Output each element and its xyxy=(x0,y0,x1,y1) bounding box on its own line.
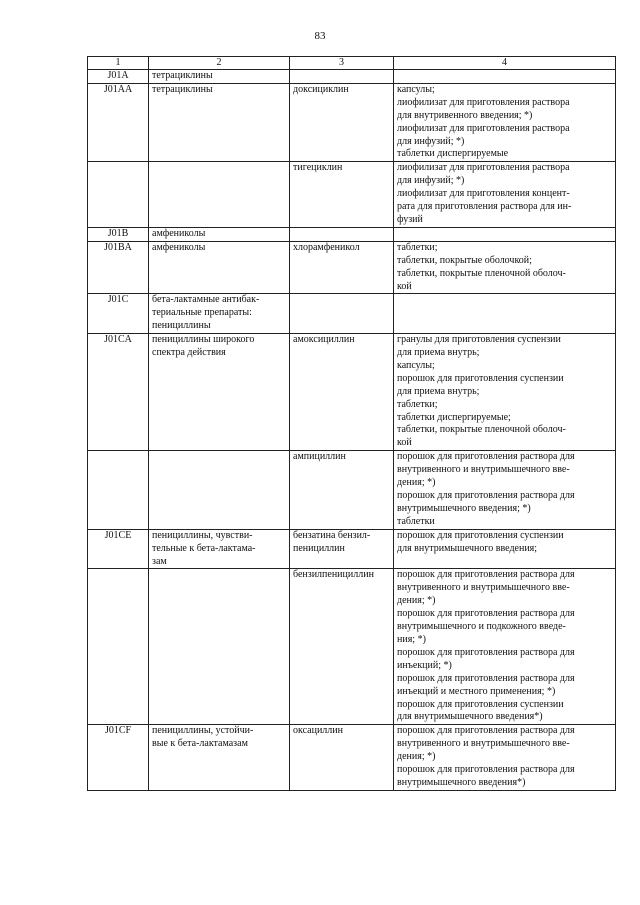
cell-line: порошок для приготовления суспензии xyxy=(397,372,564,384)
table-row xyxy=(88,725,616,791)
atc-code-cell xyxy=(88,569,149,725)
cell-line: таблетки; xyxy=(397,398,438,410)
cell-line: бензатина бензил- xyxy=(293,529,371,541)
cell-line: внутривенного и внутримышечного вве- xyxy=(397,464,570,476)
atc-code-cell: J01AA xyxy=(88,83,149,161)
cell-line: таблетки xyxy=(397,515,435,527)
dosage-forms-cell xyxy=(394,162,616,228)
cell-line: тигециклин xyxy=(293,162,343,174)
cell-line: фузий xyxy=(397,213,423,225)
atc-code-cell: J01CA xyxy=(88,334,149,451)
header-col-1: 1 xyxy=(88,57,149,70)
atc-code-cell: J01B xyxy=(88,227,149,241)
cell-line: тетрациклины xyxy=(152,83,213,95)
cell-line: зам xyxy=(152,555,167,567)
cell-line: внутривенного и внутримышечного вве- xyxy=(397,582,570,594)
cell-line: порошок для приготовления раствора для xyxy=(397,608,575,620)
cell-line: лиофилизат для приготовления раствора xyxy=(397,96,570,108)
drug-name-cell xyxy=(290,334,394,451)
cell-line: дения; *) xyxy=(397,751,436,763)
cell-line: порошок для приготовления раствора для xyxy=(397,490,575,501)
header-col-3: 3 xyxy=(290,57,394,70)
table-row xyxy=(88,294,616,334)
cell-line: дения; *) xyxy=(397,595,436,607)
cell-line: кой xyxy=(397,437,412,449)
cell-line: капсулы; xyxy=(397,359,435,371)
cell-line: таблетки, покрытые пленочной оболоч- xyxy=(397,267,566,279)
header-col-2: 2 xyxy=(149,57,290,70)
cell-line: порошок для приготовления раствора для xyxy=(397,646,575,658)
table-row xyxy=(88,83,616,161)
cell-line: порошок для приготовления раствора для xyxy=(397,672,575,684)
cell-line: оксациллин xyxy=(293,725,343,737)
cell-line: бета-лактамные антибак- xyxy=(152,294,260,306)
atc-code-cell xyxy=(88,162,149,228)
dosage-forms-cell xyxy=(394,241,616,294)
drug-name-cell xyxy=(290,569,394,725)
atc-code-cell: J01BA xyxy=(88,241,149,294)
cell-line: амфениколы xyxy=(152,241,206,253)
cell-line: амоксициллин xyxy=(293,334,355,346)
cell-line: ампициллин xyxy=(293,451,346,463)
group-name-cell xyxy=(149,529,290,569)
dosage-forms-cell xyxy=(394,529,616,569)
cell-line: для инфузий; *) xyxy=(397,135,465,147)
cell-line: лиофилизат для приготовления раствора xyxy=(397,122,570,134)
cell-line: рата для приготовления раствора для ин- xyxy=(397,201,572,213)
dosage-forms-cell xyxy=(394,451,616,529)
cell-line: для инфузий; *) xyxy=(397,175,465,187)
cell-line: внутривенного и внутримышечного вве- xyxy=(397,738,570,750)
cell-line: тетрациклины xyxy=(152,70,213,81)
cell-line: лиофилизат для приготовления концент- xyxy=(397,188,570,200)
cell-line: таблетки, покрытые пленочной оболоч- xyxy=(397,424,566,436)
atc-code-cell: J01C xyxy=(88,294,149,334)
cell-line: пенициллины xyxy=(152,320,211,332)
dosage-forms-cell xyxy=(394,83,616,161)
drug-name-cell xyxy=(290,162,394,228)
cell-line: вые к бета-лактамазам xyxy=(152,738,248,750)
cell-line: тельные к бета-лактама- xyxy=(152,542,256,554)
cell-line: ния; *) xyxy=(397,633,426,645)
cell-line: кой xyxy=(397,280,412,292)
cell-line: пенициллины, чувстви- xyxy=(152,529,253,541)
cell-line: териальные препараты: xyxy=(152,307,252,319)
dosage-forms-cell xyxy=(394,569,616,725)
cell-line: пенициллины, устойчи- xyxy=(152,725,254,737)
drug-name-cell xyxy=(290,83,394,161)
cell-line: хлорамфеникол xyxy=(293,241,360,253)
table-header-row xyxy=(88,57,616,70)
table-row xyxy=(88,334,616,451)
drug-name-cell xyxy=(290,725,394,791)
table-row xyxy=(88,70,616,84)
group-name-cell xyxy=(149,83,290,161)
cell-line: порошок для приготовления суспензии xyxy=(397,698,564,710)
atc-code-cell: J01CE xyxy=(88,529,149,569)
cell-line: бензилпенициллин xyxy=(293,569,374,581)
cell-line: внутримышечного введения*) xyxy=(397,776,526,788)
table-row xyxy=(88,529,616,569)
cell-line: пенициллины широкого xyxy=(152,334,255,346)
cell-line: доксициклин xyxy=(293,83,349,95)
cell-line: таблетки; xyxy=(397,241,438,253)
dosage-forms-cell xyxy=(394,294,616,334)
cell-line: инъекций и местного применения; *) xyxy=(397,685,556,697)
drug-name-cell xyxy=(290,227,394,241)
group-name-cell xyxy=(149,162,290,228)
table-row xyxy=(88,227,616,241)
table-row xyxy=(88,241,616,294)
group-name-cell xyxy=(149,70,290,84)
atc-code-cell: J01A xyxy=(88,70,149,84)
cell-line: таблетки, покрытые оболочкой; xyxy=(397,254,532,266)
cell-line: амфениколы xyxy=(152,227,206,239)
table-body xyxy=(88,57,616,791)
cell-line: внутримышечного и подкожного введе- xyxy=(397,621,566,633)
cell-line: внутримышечного введения; *) xyxy=(397,502,531,514)
group-name-cell xyxy=(149,294,290,334)
cell-line: инъекций; *) xyxy=(397,659,452,671)
drug-table xyxy=(87,56,616,791)
cell-line: для внутримышечного введения*) xyxy=(397,711,543,723)
header-col-4: 4 xyxy=(394,57,616,70)
group-name-cell xyxy=(149,569,290,725)
cell-line: порошок для приготовления раствора для xyxy=(397,725,575,737)
dosage-forms-cell xyxy=(394,725,616,791)
cell-line: для внутримышечного введения; xyxy=(397,542,538,554)
cell-line: таблетки диспергируемые xyxy=(397,148,509,160)
cell-line: дения; *) xyxy=(397,477,436,489)
cell-line: порошок для приготовления суспензии xyxy=(397,529,564,541)
cell-line: для приема внутрь; xyxy=(397,347,480,359)
group-name-cell xyxy=(149,241,290,294)
table-row xyxy=(88,451,616,529)
dosage-forms-cell xyxy=(394,334,616,451)
dosage-forms-cell xyxy=(394,70,616,84)
group-name-cell xyxy=(149,227,290,241)
table-row xyxy=(88,162,616,228)
cell-line: пенициллин xyxy=(293,542,345,554)
page-number: 83 xyxy=(314,30,326,42)
cell-line: капсулы; xyxy=(397,83,435,95)
drug-name-cell xyxy=(290,294,394,334)
cell-line: спектра действия xyxy=(152,347,226,359)
drug-name-cell xyxy=(290,451,394,529)
atc-code-cell xyxy=(88,451,149,529)
cell-line: порошок для приготовления раствора для xyxy=(397,451,575,463)
cell-line: порошок для приготовления раствора для xyxy=(397,569,575,581)
drug-name-cell xyxy=(290,241,394,294)
drug-name-cell xyxy=(290,529,394,569)
group-name-cell xyxy=(149,725,290,791)
drug-name-cell xyxy=(290,70,394,84)
cell-line: лиофилизат для приготовления раствора xyxy=(397,162,570,174)
dosage-forms-cell xyxy=(394,227,616,241)
group-name-cell xyxy=(149,451,290,529)
cell-line: для приема внутрь; xyxy=(397,385,480,397)
group-name-cell xyxy=(149,334,290,451)
cell-line: таблетки диспергируемые; xyxy=(397,411,511,423)
cell-line: гранулы для приготовления суспензии xyxy=(397,334,561,346)
atc-code-cell: J01CF xyxy=(88,725,149,791)
cell-line: для внутривенного введения; *) xyxy=(397,109,533,121)
table-row xyxy=(88,569,616,725)
cell-line: порошок для приготовления раствора для xyxy=(397,764,575,776)
